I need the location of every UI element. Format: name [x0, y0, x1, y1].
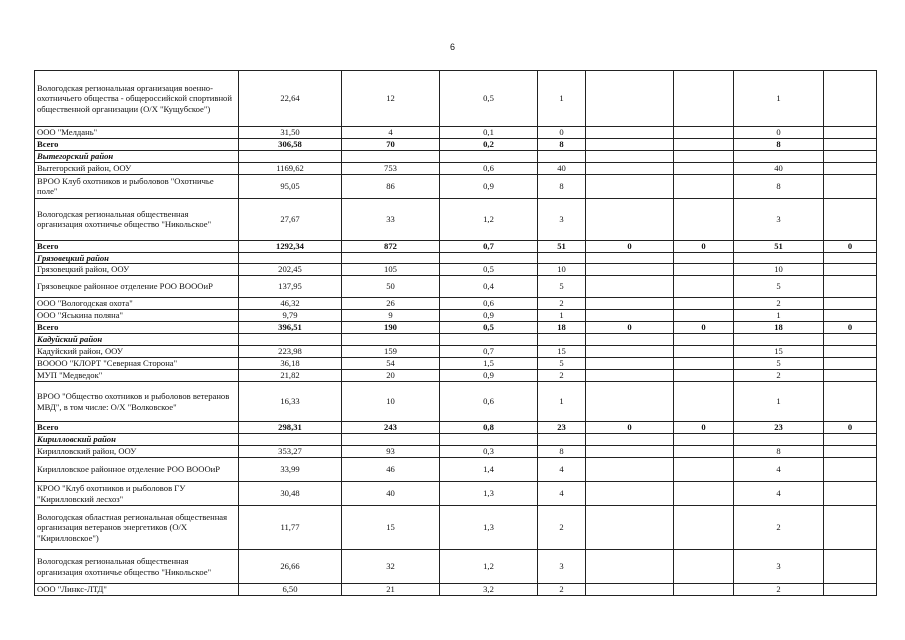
- value-cell-6: 0: [674, 240, 734, 252]
- empty-cell: [674, 151, 734, 163]
- value-cell-7: 8: [734, 174, 824, 198]
- value-cell-1: 95,05: [239, 174, 342, 198]
- value-cell-8: [824, 358, 877, 370]
- total-label: Всего: [35, 322, 239, 334]
- value-cell-4: 8: [538, 139, 586, 151]
- organization-name: Вологодская региональная общественная организация охотничье общество "Никольское": [35, 550, 239, 584]
- value-cell-7: 2: [734, 370, 824, 382]
- empty-cell: [824, 151, 877, 163]
- table-row: [35, 382, 877, 422]
- value-cell-4: 1: [538, 382, 586, 422]
- value-cell-3: 0,9: [440, 310, 538, 322]
- value-cell-4: 18: [538, 322, 586, 334]
- district-name: Кирилловский район: [35, 434, 239, 446]
- value-cell-6: [674, 139, 734, 151]
- value-cell-6: [674, 506, 734, 550]
- value-cell-4: 3: [538, 198, 586, 240]
- value-cell-6: [674, 446, 734, 458]
- value-cell-3: 0,6: [440, 298, 538, 310]
- value-cell-2: 20: [342, 370, 440, 382]
- total-label: Всего: [35, 240, 239, 252]
- value-cell-1: 9,79: [239, 310, 342, 322]
- empty-cell: [538, 434, 586, 446]
- empty-cell: [824, 252, 877, 264]
- value-cell-3: 0,4: [440, 276, 538, 298]
- value-cell-7: 1: [734, 382, 824, 422]
- value-cell-6: [674, 162, 734, 174]
- value-cell-7: 1: [734, 71, 824, 127]
- value-cell-5: [586, 198, 674, 240]
- value-cell-3: 0,7: [440, 346, 538, 358]
- value-cell-4: 4: [538, 458, 586, 482]
- value-cell-6: [674, 174, 734, 198]
- value-cell-8: [824, 198, 877, 240]
- organization-name: Вологодская областная региональная общественная организация ветеранов энергетиков (О/Х "Кирилловское"): [35, 506, 239, 550]
- value-cell-8: [824, 458, 877, 482]
- table-row: [35, 162, 877, 174]
- value-cell-4: 51: [538, 240, 586, 252]
- organization-name: ВРОО Клуб охотников и рыболовов "Охотничье поле": [35, 174, 239, 198]
- hunting-quota-table: [34, 70, 877, 596]
- value-cell-7: 3: [734, 550, 824, 584]
- value-cell-5: [586, 174, 674, 198]
- value-cell-5: [586, 276, 674, 298]
- table-row: [35, 446, 877, 458]
- value-cell-3: 1,4: [440, 458, 538, 482]
- value-cell-2: 93: [342, 446, 440, 458]
- district-name: Вытегорский район: [35, 151, 239, 163]
- value-cell-6: [674, 346, 734, 358]
- empty-cell: [342, 151, 440, 163]
- value-cell-7: 8: [734, 139, 824, 151]
- value-cell-8: [824, 127, 877, 139]
- value-cell-4: 1: [538, 310, 586, 322]
- value-cell-6: [674, 71, 734, 127]
- empty-cell: [734, 151, 824, 163]
- value-cell-2: 70: [342, 139, 440, 151]
- value-cell-2: 159: [342, 346, 440, 358]
- value-cell-8: [824, 550, 877, 584]
- value-cell-8: [824, 346, 877, 358]
- value-cell-2: 26: [342, 298, 440, 310]
- empty-cell: [586, 252, 674, 264]
- organization-name: Кирилловский район, ООУ: [35, 446, 239, 458]
- table-row: [35, 127, 877, 139]
- value-cell-3: 0,3: [440, 446, 538, 458]
- organization-name: ООО "Яськина поляна": [35, 310, 239, 322]
- table-row: [35, 550, 877, 584]
- value-cell-7: 5: [734, 276, 824, 298]
- value-cell-5: [586, 482, 674, 506]
- table-row: [35, 198, 877, 240]
- value-cell-2: 872: [342, 240, 440, 252]
- value-cell-2: 40: [342, 482, 440, 506]
- district-header-row: [35, 334, 877, 346]
- empty-cell: [239, 434, 342, 446]
- value-cell-8: [824, 482, 877, 506]
- empty-cell: [734, 434, 824, 446]
- value-cell-8: [824, 264, 877, 276]
- empty-cell: [342, 434, 440, 446]
- value-cell-8: 0: [824, 422, 877, 434]
- organization-name: ООО "Мелдань": [35, 127, 239, 139]
- total-row: [35, 322, 877, 334]
- total-row: [35, 422, 877, 434]
- value-cell-1: 16,33: [239, 382, 342, 422]
- value-cell-7: 5: [734, 358, 824, 370]
- value-cell-6: [674, 482, 734, 506]
- value-cell-3: 0,5: [440, 264, 538, 276]
- value-cell-2: 12: [342, 71, 440, 127]
- empty-cell: [586, 334, 674, 346]
- value-cell-6: [674, 370, 734, 382]
- value-cell-4: 5: [538, 358, 586, 370]
- value-cell-5: [586, 264, 674, 276]
- district-header-row: [35, 252, 877, 264]
- value-cell-6: 0: [674, 322, 734, 334]
- organization-name: Кадуйский район, ООУ: [35, 346, 239, 358]
- empty-cell: [586, 434, 674, 446]
- value-cell-3: 1,2: [440, 550, 538, 584]
- value-cell-1: 22,64: [239, 71, 342, 127]
- empty-cell: [440, 151, 538, 163]
- value-cell-2: 32: [342, 550, 440, 584]
- value-cell-7: 51: [734, 240, 824, 252]
- empty-cell: [440, 434, 538, 446]
- value-cell-2: 9: [342, 310, 440, 322]
- value-cell-5: [586, 584, 674, 596]
- value-cell-7: 4: [734, 458, 824, 482]
- value-cell-8: [824, 310, 877, 322]
- organization-name: ВРОО "Общество охотников и рыболовов ветеранов МВД", в том числе: О/Х "Волковское": [35, 382, 239, 422]
- value-cell-1: 1169,62: [239, 162, 342, 174]
- value-cell-3: 0,9: [440, 174, 538, 198]
- value-cell-4: 0: [538, 127, 586, 139]
- value-cell-1: 33,99: [239, 458, 342, 482]
- value-cell-5: [586, 298, 674, 310]
- empty-cell: [824, 434, 877, 446]
- value-cell-3: 1,2: [440, 198, 538, 240]
- empty-cell: [538, 334, 586, 346]
- district-name: Грязовецкий район: [35, 252, 239, 264]
- value-cell-7: 10: [734, 264, 824, 276]
- value-cell-4: 23: [538, 422, 586, 434]
- value-cell-2: 50: [342, 276, 440, 298]
- value-cell-4: 4: [538, 482, 586, 506]
- value-cell-8: [824, 174, 877, 198]
- value-cell-4: 2: [538, 370, 586, 382]
- value-cell-8: 0: [824, 240, 877, 252]
- value-cell-5: [586, 346, 674, 358]
- value-cell-5: [586, 370, 674, 382]
- value-cell-5: [586, 358, 674, 370]
- value-cell-1: 306,58: [239, 139, 342, 151]
- organization-name: КРОО "Клуб охотников и рыболовов ГУ "Кирилловский лесхоз": [35, 482, 239, 506]
- table-row: [35, 584, 877, 596]
- value-cell-5: [586, 162, 674, 174]
- district-header-row: [35, 434, 877, 446]
- value-cell-2: 190: [342, 322, 440, 334]
- value-cell-5: [586, 446, 674, 458]
- empty-cell: [342, 252, 440, 264]
- value-cell-6: [674, 198, 734, 240]
- value-cell-4: 15: [538, 346, 586, 358]
- organization-name: Вытегорский район, ООУ: [35, 162, 239, 174]
- value-cell-3: 1,3: [440, 506, 538, 550]
- value-cell-8: [824, 71, 877, 127]
- value-cell-7: 4: [734, 482, 824, 506]
- empty-cell: [239, 252, 342, 264]
- value-cell-3: 0,2: [440, 139, 538, 151]
- district-header-row: [35, 151, 877, 163]
- empty-cell: [674, 334, 734, 346]
- value-cell-2: 15: [342, 506, 440, 550]
- value-cell-2: 54: [342, 358, 440, 370]
- value-cell-4: 3: [538, 550, 586, 584]
- table-row: [35, 310, 877, 322]
- value-cell-7: 15: [734, 346, 824, 358]
- value-cell-3: 0,5: [440, 71, 538, 127]
- empty-cell: [824, 334, 877, 346]
- value-cell-8: [824, 446, 877, 458]
- value-cell-1: 223,98: [239, 346, 342, 358]
- value-cell-2: 753: [342, 162, 440, 174]
- value-cell-1: 21,82: [239, 370, 342, 382]
- value-cell-6: [674, 458, 734, 482]
- value-cell-5: [586, 127, 674, 139]
- value-cell-6: [674, 264, 734, 276]
- value-cell-1: 6,50: [239, 584, 342, 596]
- value-cell-3: 0,9: [440, 370, 538, 382]
- value-cell-1: 46,32: [239, 298, 342, 310]
- value-cell-1: 26,66: [239, 550, 342, 584]
- table-row: [35, 346, 877, 358]
- value-cell-8: [824, 506, 877, 550]
- table-row: [35, 174, 877, 198]
- value-cell-7: 2: [734, 298, 824, 310]
- table-row: [35, 370, 877, 382]
- organization-name: Вологодская региональная общественная организация охотничье общество "Никольское": [35, 198, 239, 240]
- empty-cell: [538, 151, 586, 163]
- value-cell-7: 18: [734, 322, 824, 334]
- value-cell-6: [674, 550, 734, 584]
- value-cell-2: 105: [342, 264, 440, 276]
- value-cell-5: 0: [586, 322, 674, 334]
- value-cell-3: 1,5: [440, 358, 538, 370]
- value-cell-1: 353,27: [239, 446, 342, 458]
- empty-cell: [239, 151, 342, 163]
- value-cell-1: 31,50: [239, 127, 342, 139]
- organization-name: Кирилловское районное отделение РОО ВОООиР: [35, 458, 239, 482]
- value-cell-3: 0,6: [440, 382, 538, 422]
- total-label: Всего: [35, 422, 239, 434]
- value-cell-8: [824, 276, 877, 298]
- value-cell-1: 202,45: [239, 264, 342, 276]
- total-row: [35, 139, 877, 151]
- value-cell-2: 86: [342, 174, 440, 198]
- value-cell-1: 298,31: [239, 422, 342, 434]
- value-cell-6: [674, 310, 734, 322]
- empty-cell: [342, 334, 440, 346]
- empty-cell: [440, 252, 538, 264]
- value-cell-7: 3: [734, 198, 824, 240]
- value-cell-3: 0,7: [440, 240, 538, 252]
- value-cell-8: [824, 370, 877, 382]
- empty-cell: [586, 151, 674, 163]
- value-cell-7: 2: [734, 506, 824, 550]
- value-cell-5: [586, 550, 674, 584]
- value-cell-2: 46: [342, 458, 440, 482]
- value-cell-6: [674, 382, 734, 422]
- total-label: Всего: [35, 139, 239, 151]
- value-cell-5: [586, 506, 674, 550]
- value-cell-7: 8: [734, 446, 824, 458]
- total-row: [35, 240, 877, 252]
- table-row: [35, 358, 877, 370]
- value-cell-5: 0: [586, 240, 674, 252]
- value-cell-4: 40: [538, 162, 586, 174]
- organization-name: ВОООО "КЛОРТ "Северная Сторона": [35, 358, 239, 370]
- value-cell-4: 10: [538, 264, 586, 276]
- value-cell-3: 0,5: [440, 322, 538, 334]
- value-cell-8: [824, 382, 877, 422]
- value-cell-4: 2: [538, 298, 586, 310]
- value-cell-7: 2: [734, 584, 824, 596]
- value-cell-4: 8: [538, 446, 586, 458]
- value-cell-4: 2: [538, 584, 586, 596]
- value-cell-2: 10: [342, 382, 440, 422]
- table-row: [35, 458, 877, 482]
- value-cell-6: [674, 298, 734, 310]
- value-cell-1: 27,67: [239, 198, 342, 240]
- empty-cell: [239, 334, 342, 346]
- table-row: [35, 71, 877, 127]
- value-cell-5: [586, 310, 674, 322]
- value-cell-1: 30,48: [239, 482, 342, 506]
- value-cell-6: [674, 127, 734, 139]
- value-cell-5: 0: [586, 422, 674, 434]
- page-number: 6: [449, 42, 455, 52]
- value-cell-3: 1,3: [440, 482, 538, 506]
- value-cell-6: [674, 358, 734, 370]
- value-cell-2: 33: [342, 198, 440, 240]
- value-cell-4: 1: [538, 71, 586, 127]
- empty-cell: [674, 434, 734, 446]
- value-cell-2: 21: [342, 584, 440, 596]
- value-cell-7: 1: [734, 310, 824, 322]
- value-cell-3: 3,2: [440, 584, 538, 596]
- organization-name: Грязовецкий район, ООУ: [35, 264, 239, 276]
- value-cell-5: [586, 382, 674, 422]
- value-cell-2: 243: [342, 422, 440, 434]
- organization-name: МУП "Медведок": [35, 370, 239, 382]
- value-cell-7: 0: [734, 127, 824, 139]
- table-row: [35, 264, 877, 276]
- value-cell-3: 0,8: [440, 422, 538, 434]
- table-row: [35, 482, 877, 506]
- value-cell-5: [586, 139, 674, 151]
- value-cell-7: 23: [734, 422, 824, 434]
- value-cell-6: 0: [674, 422, 734, 434]
- value-cell-1: 36,18: [239, 358, 342, 370]
- value-cell-7: 40: [734, 162, 824, 174]
- value-cell-1: 137,95: [239, 276, 342, 298]
- value-cell-6: [674, 276, 734, 298]
- organization-name: ООО "Линкс-ЛТД": [35, 584, 239, 596]
- value-cell-4: 8: [538, 174, 586, 198]
- empty-cell: [734, 252, 824, 264]
- organization-name: Грязовецкое районное отделение РОО ВОООиР: [35, 276, 239, 298]
- value-cell-6: [674, 584, 734, 596]
- value-cell-1: 11,77: [239, 506, 342, 550]
- organization-name: Вологодская региональная организация военно-охотничьего общества - общероссийской спортивной общественной организации (О/Х "Кущубское"): [35, 71, 239, 127]
- value-cell-1: 1292,34: [239, 240, 342, 252]
- empty-cell: [734, 334, 824, 346]
- empty-cell: [674, 252, 734, 264]
- value-cell-8: [824, 298, 877, 310]
- table-row: [35, 298, 877, 310]
- value-cell-8: [824, 584, 877, 596]
- value-cell-1: 396,51: [239, 322, 342, 334]
- value-cell-3: 0,1: [440, 127, 538, 139]
- district-name: Кадуйский район: [35, 334, 239, 346]
- value-cell-4: 5: [538, 276, 586, 298]
- value-cell-2: 4: [342, 127, 440, 139]
- empty-cell: [538, 252, 586, 264]
- empty-cell: [440, 334, 538, 346]
- value-cell-8: [824, 162, 877, 174]
- value-cell-4: 2: [538, 506, 586, 550]
- value-cell-5: [586, 71, 674, 127]
- organization-name: ООО "Вологодская охота": [35, 298, 239, 310]
- value-cell-8: 0: [824, 322, 877, 334]
- value-cell-3: 0,6: [440, 162, 538, 174]
- value-cell-8: [824, 139, 877, 151]
- table-row: [35, 276, 877, 298]
- value-cell-5: [586, 458, 674, 482]
- table-row: [35, 506, 877, 550]
